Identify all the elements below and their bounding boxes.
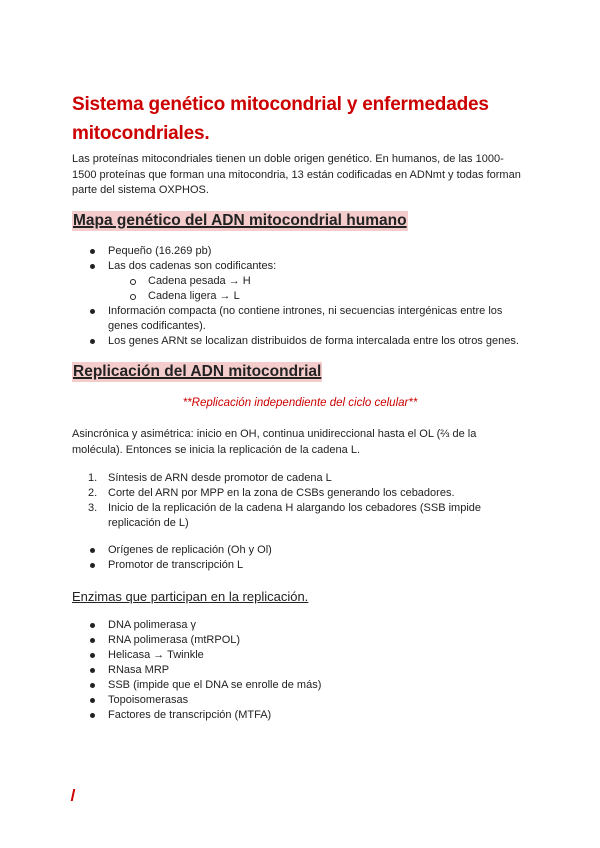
points-list — [88, 543, 272, 573]
page-title: Sistema genético mitocondrial y enfermedades mitocondriales. — [72, 94, 489, 144]
mapa-list — [88, 244, 528, 349]
sub-list-item: Cadena ligera → L — [128, 289, 528, 304]
enzymes-heading: Enzimas que participan en la replicación. — [72, 589, 309, 604]
list-item: Helicasa → Twinkle — [88, 648, 321, 663]
section-heading-mapa: Mapa genético del ADN mitocondrial humano — [73, 212, 407, 229]
list-item: Los genes ARNt se localizan distribuidos de forma intercalada entre los otros genes. — [88, 334, 528, 349]
list-item: Topoisomerasas — [88, 693, 321, 708]
step-item — [88, 471, 518, 486]
step-text: Inicio de la replicación de la cadena H alargando los cebadores (SSB impide replicación de L) — [108, 502, 482, 529]
enzymes-list — [88, 618, 321, 723]
section-subtitle: **Replicación independiente del ciclo celular** — [182, 397, 418, 409]
step-text: Síntesis de ARN desde promotor de cadena L — [108, 472, 332, 484]
list-item — [88, 259, 528, 304]
list-item: SSB (impide que el DNA se enrolle de más) — [88, 678, 321, 693]
step-number: 3. — [88, 502, 98, 514]
list-item: DNA polimerasa γ — [88, 618, 321, 633]
steps-list — [88, 471, 518, 531]
replicacion-paragraph: Asincrónica y asimétrica: inicio en OH, continua unidireccional hasta el OL (⅔ de la molécula). Entonces se inicia la replicación de la cadena L. — [72, 428, 477, 456]
step-item — [88, 486, 518, 501]
list-item: Orígenes de replicación (Oh y Ol) — [88, 543, 272, 558]
list-item: Información compacta (no contiene intrones, ni secuencias intergénicas entre los genes codificantes). — [88, 304, 528, 334]
list-item: Factores de transcripción (MTFA) — [88, 708, 321, 723]
sub-list — [128, 274, 528, 304]
red-mark-decoration — [71, 789, 76, 801]
list-item: RNA polimerasa (mtRPOL) — [88, 633, 321, 648]
list-item-text: Las dos cadenas son codificantes: — [108, 260, 277, 272]
list-item: RNasa MRP — [88, 663, 321, 678]
sub-list-item: Cadena pesada → H — [128, 274, 528, 289]
step-number: 2. — [88, 487, 98, 499]
section-heading-replicacion: Replicación del ADN mitocondrial — [73, 363, 322, 380]
step-number: 1. — [88, 472, 98, 484]
list-item: Promotor de transcripción L — [88, 558, 272, 573]
intro-paragraph: Las proteínas mitocondriales tienen un doble origen genético. En humanos, de las 1000-1500 proteínas que forman una mitocondria, 13 están codificadas en ADNmt y todas forman parte del sistema OXPHOS. — [72, 153, 521, 196]
step-item — [88, 501, 518, 531]
list-item: Pequeño (16.269 pb) — [88, 244, 528, 259]
step-text: Corte del ARN por MPP en la zona de CSBs generando los cebadores. — [108, 487, 455, 499]
